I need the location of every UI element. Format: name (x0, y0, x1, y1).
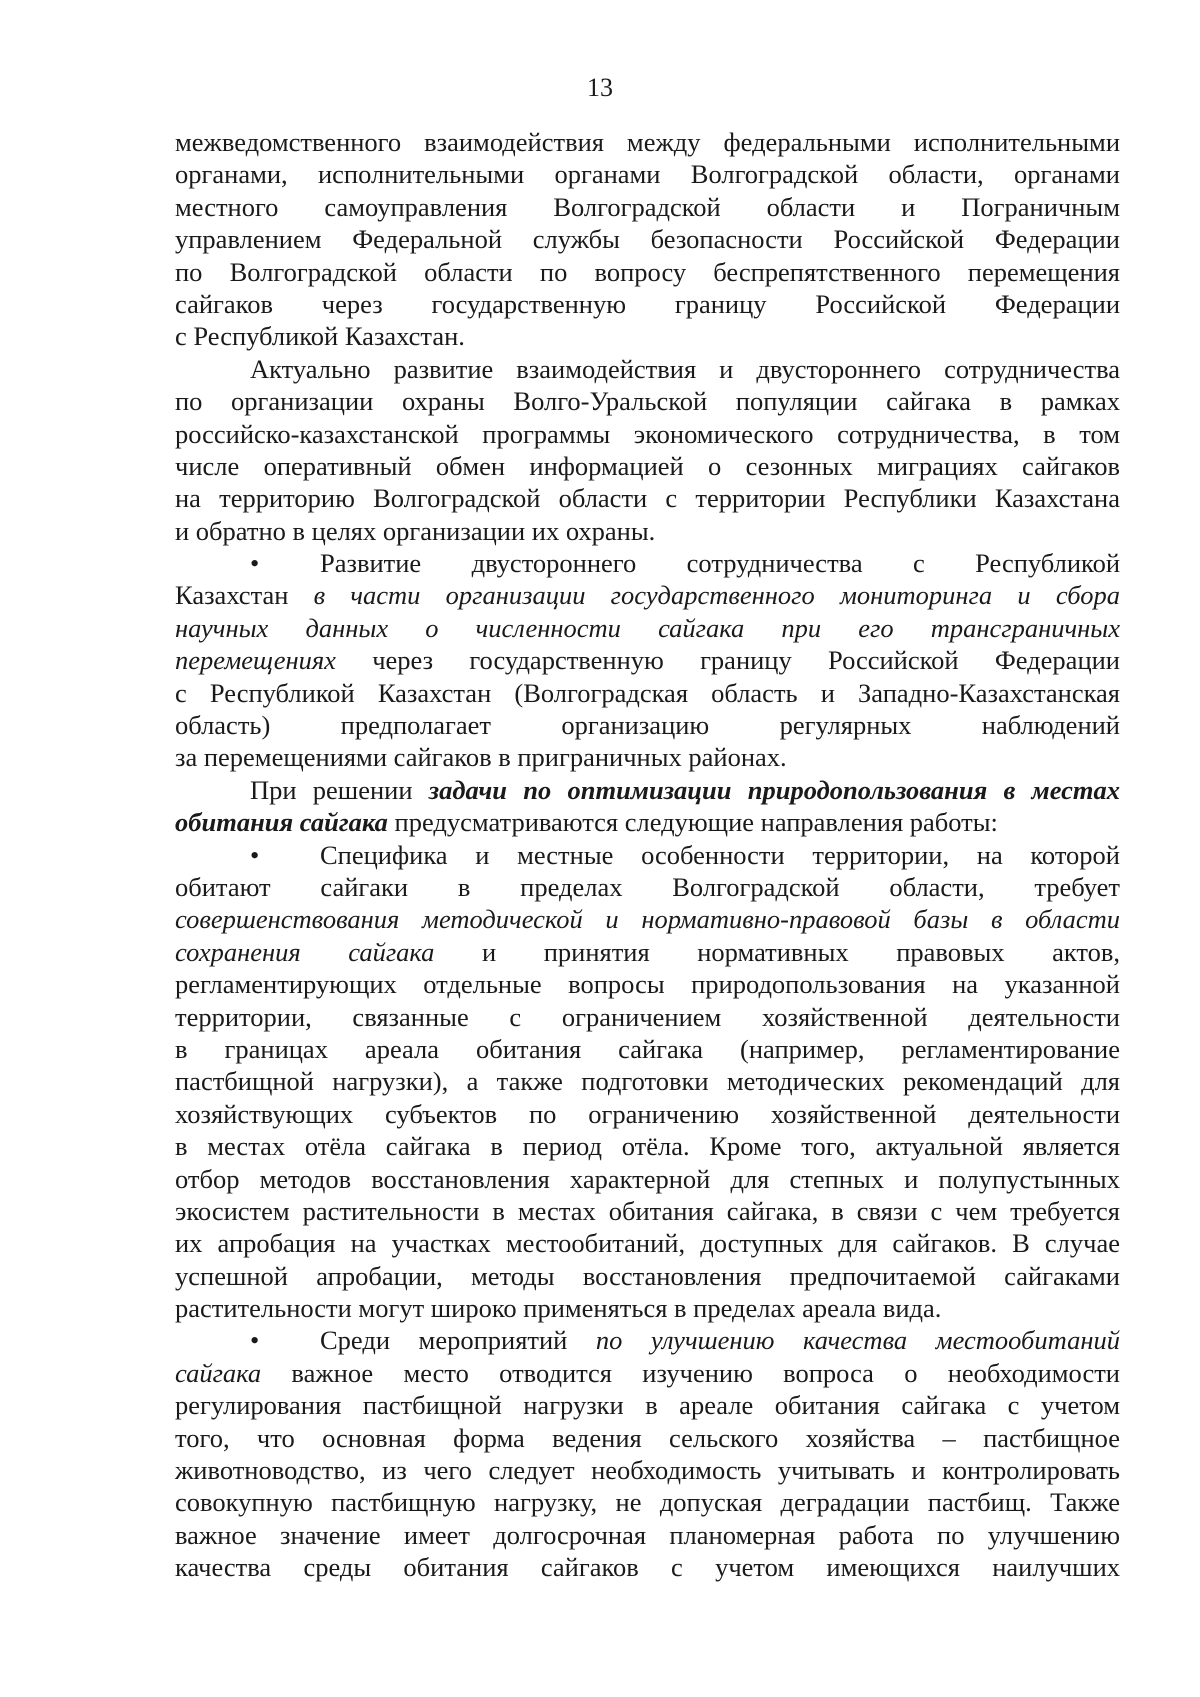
text-line (175, 126, 1120, 158)
text-line (175, 1195, 1120, 1227)
text-line (175, 741, 1120, 773)
text-segment: задачи по оптимизации природопользования в местах (428, 774, 1121, 805)
text-segment: Казахстан (175, 580, 314, 611)
text-segment: важное место отводится изучению вопроса о необходимости (261, 1357, 1120, 1388)
text-segment: на территорию Волгоградской области с территории Республики Казахстана (175, 483, 1120, 514)
text-line (175, 1260, 1120, 1292)
text-segment: область) предполагает организацию регулярных наблюдений (175, 710, 1120, 741)
text-segment: местного самоуправления Волгоградской области и Пограничным (175, 191, 1120, 222)
text-line (175, 903, 1120, 935)
text-segment: с Республикой Казахстан. (175, 321, 465, 352)
text-line (175, 806, 1120, 838)
text-segment: предусматриваются следующие направления работы: (387, 807, 998, 838)
text-line (175, 223, 1120, 255)
text-line (175, 677, 1120, 709)
text-line (175, 936, 1120, 968)
text-line (175, 353, 1120, 385)
text-line (175, 1098, 1120, 1130)
text-line (175, 515, 1120, 547)
text-segment: экосистем растительности в местах обитания сайгака, в связи с чем требуется (175, 1195, 1120, 1226)
text-segment: регулирования пастбищной нагрузки в ареале обитания сайгака с учетом (175, 1390, 1120, 1421)
text-line (175, 579, 1120, 611)
text-line (175, 612, 1120, 644)
bullet-icon: • (250, 1325, 260, 1356)
text-line (175, 644, 1120, 676)
bullet-icon: • (250, 839, 260, 870)
text-segment: обитают сайгаки в пределах Волгоградской области, требует (175, 871, 1120, 902)
text-segment: Актуально развитие взаимодействия и двустороннего сотрудничества (250, 353, 1120, 384)
text-segment: их апробация на участках местообитаний, доступных для сайгаков. В случае (175, 1228, 1120, 1259)
text-line (175, 1357, 1120, 1389)
text-segment: по организации охраны Волго-Уральской популяции сайгака в рамках (175, 386, 1120, 417)
page-number: 13 (587, 73, 613, 102)
text-line (175, 256, 1120, 288)
text-line (175, 1065, 1120, 1097)
text-line (175, 1324, 1120, 1356)
text-line (175, 1033, 1120, 1065)
text-line (175, 1454, 1120, 1486)
text-line (175, 320, 1120, 352)
text-segment: Среди мероприятий (320, 1325, 596, 1356)
text-line (175, 547, 1120, 579)
text-segment: с Республикой Казахстан (Волгоградская область и Западно-Казахстанская (175, 677, 1120, 708)
text-segment: качества среды обитания сайгаков с учетом имеющихся наилучших (175, 1552, 1120, 1583)
text-line (175, 709, 1120, 741)
text-segment: обитания сайгака (175, 807, 388, 838)
text-segment: отбор методов восстановления характерной для степных и полупустынных (175, 1163, 1120, 1194)
text-line (175, 774, 1120, 806)
text-segment: сайгака (175, 1357, 262, 1388)
text-segment: регламентирующих отдельные вопросы природопользования на указанной (175, 969, 1120, 1000)
text-line (175, 1551, 1120, 1583)
text-line (175, 288, 1120, 320)
text-segment: важное значение имеет долгосрочная планомерная работа по улучшению (175, 1519, 1120, 1550)
text-segment: российско-казахстанской программы экономического сотрудничества, в том (175, 418, 1120, 449)
text-line (175, 482, 1120, 514)
text-segment: сохранения сайгака (175, 936, 435, 967)
text-segment: Специфика и местные особенности территории, на которой (320, 839, 1120, 870)
text-line (175, 385, 1120, 417)
text-segment: успешной апробации, методы восстановления предпочитаемой сайгаками (175, 1260, 1120, 1291)
text-line (175, 871, 1120, 903)
text-line (175, 1163, 1120, 1195)
text-line (175, 1519, 1120, 1551)
text-segment: за перемещениями сайгаков в приграничных районах. (175, 742, 787, 773)
text-line (175, 1227, 1120, 1259)
text-segment: хозяйствующих субъектов по ограничению хозяйственной деятельности (175, 1098, 1120, 1129)
text-segment: совокупную пастбищную нагрузку, не допуская деградации пастбищ. Также (175, 1487, 1120, 1518)
text-line (175, 839, 1120, 871)
text-segment: животноводство, из чего следует необходимость учитывать и контролировать (175, 1455, 1120, 1486)
text-segment: научных данных о численности сайгака при его трансграничных (175, 612, 1120, 643)
text-line (175, 1130, 1120, 1162)
text-segment: перемещениях (175, 645, 336, 676)
text-segment: пастбищной нагрузки), а также подготовки методических рекомендаций для (175, 1066, 1120, 1097)
text-line (175, 1292, 1120, 1324)
text-segment: управлением Федеральной службы безопасности Российской Федерации (175, 224, 1120, 255)
text-line (175, 418, 1120, 450)
text-line (175, 191, 1120, 223)
text-line (175, 1001, 1120, 1033)
text-segment: в части организации государственного мониторинга и сбора (313, 580, 1120, 611)
text-segment: растительности могут широко применяться в пределах ареала вида. (175, 1293, 942, 1324)
text-segment: в местах отёла сайгака в период отёла. Кроме того, актуальной является (175, 1131, 1120, 1162)
text-line (175, 968, 1120, 1000)
text-segment: сайгаков через государственную границу Российской Федерации (175, 288, 1120, 319)
text-line (175, 1486, 1120, 1518)
text-segment: через государственную границу Российской Федерации (335, 645, 1120, 676)
text-segment: органами, исполнительными органами Волгоградской области, органами (175, 159, 1120, 190)
text-line (175, 1422, 1120, 1454)
document-body (175, 126, 1120, 1584)
text-line (175, 158, 1120, 190)
text-line (175, 450, 1120, 482)
bullet-icon: • (250, 548, 260, 579)
text-segment: межведомственного взаимодействия между федеральными исполнительными (175, 127, 1120, 157)
text-segment: того, что основная форма ведения сельского хозяйства – пастбищное (175, 1422, 1120, 1453)
text-segment: При решении (250, 774, 429, 805)
text-segment: в границах ареала обитания сайгака (например, регламентирование (175, 1033, 1120, 1064)
text-segment: и принятия нормативных правовых актов, (434, 936, 1121, 967)
text-line (175, 1389, 1120, 1421)
text-segment: числе оперативный обмен информацией о сезонных миграциях сайгаков (175, 450, 1120, 481)
text-segment: Развитие двустороннего сотрудничества с Республикой (320, 548, 1120, 579)
text-segment: совершенствования методической и нормативно-правовой базы в области (175, 904, 1120, 935)
text-segment: по Волгоградской области по вопросу беспрепятственного перемещения (175, 256, 1120, 287)
text-segment: и обратно в целях организации их охраны. (175, 515, 656, 546)
text-segment: территории, связанные с ограничением хозяйственной деятельности (175, 1001, 1120, 1032)
text-segment: по улучшению качества местообитаний (595, 1325, 1120, 1356)
